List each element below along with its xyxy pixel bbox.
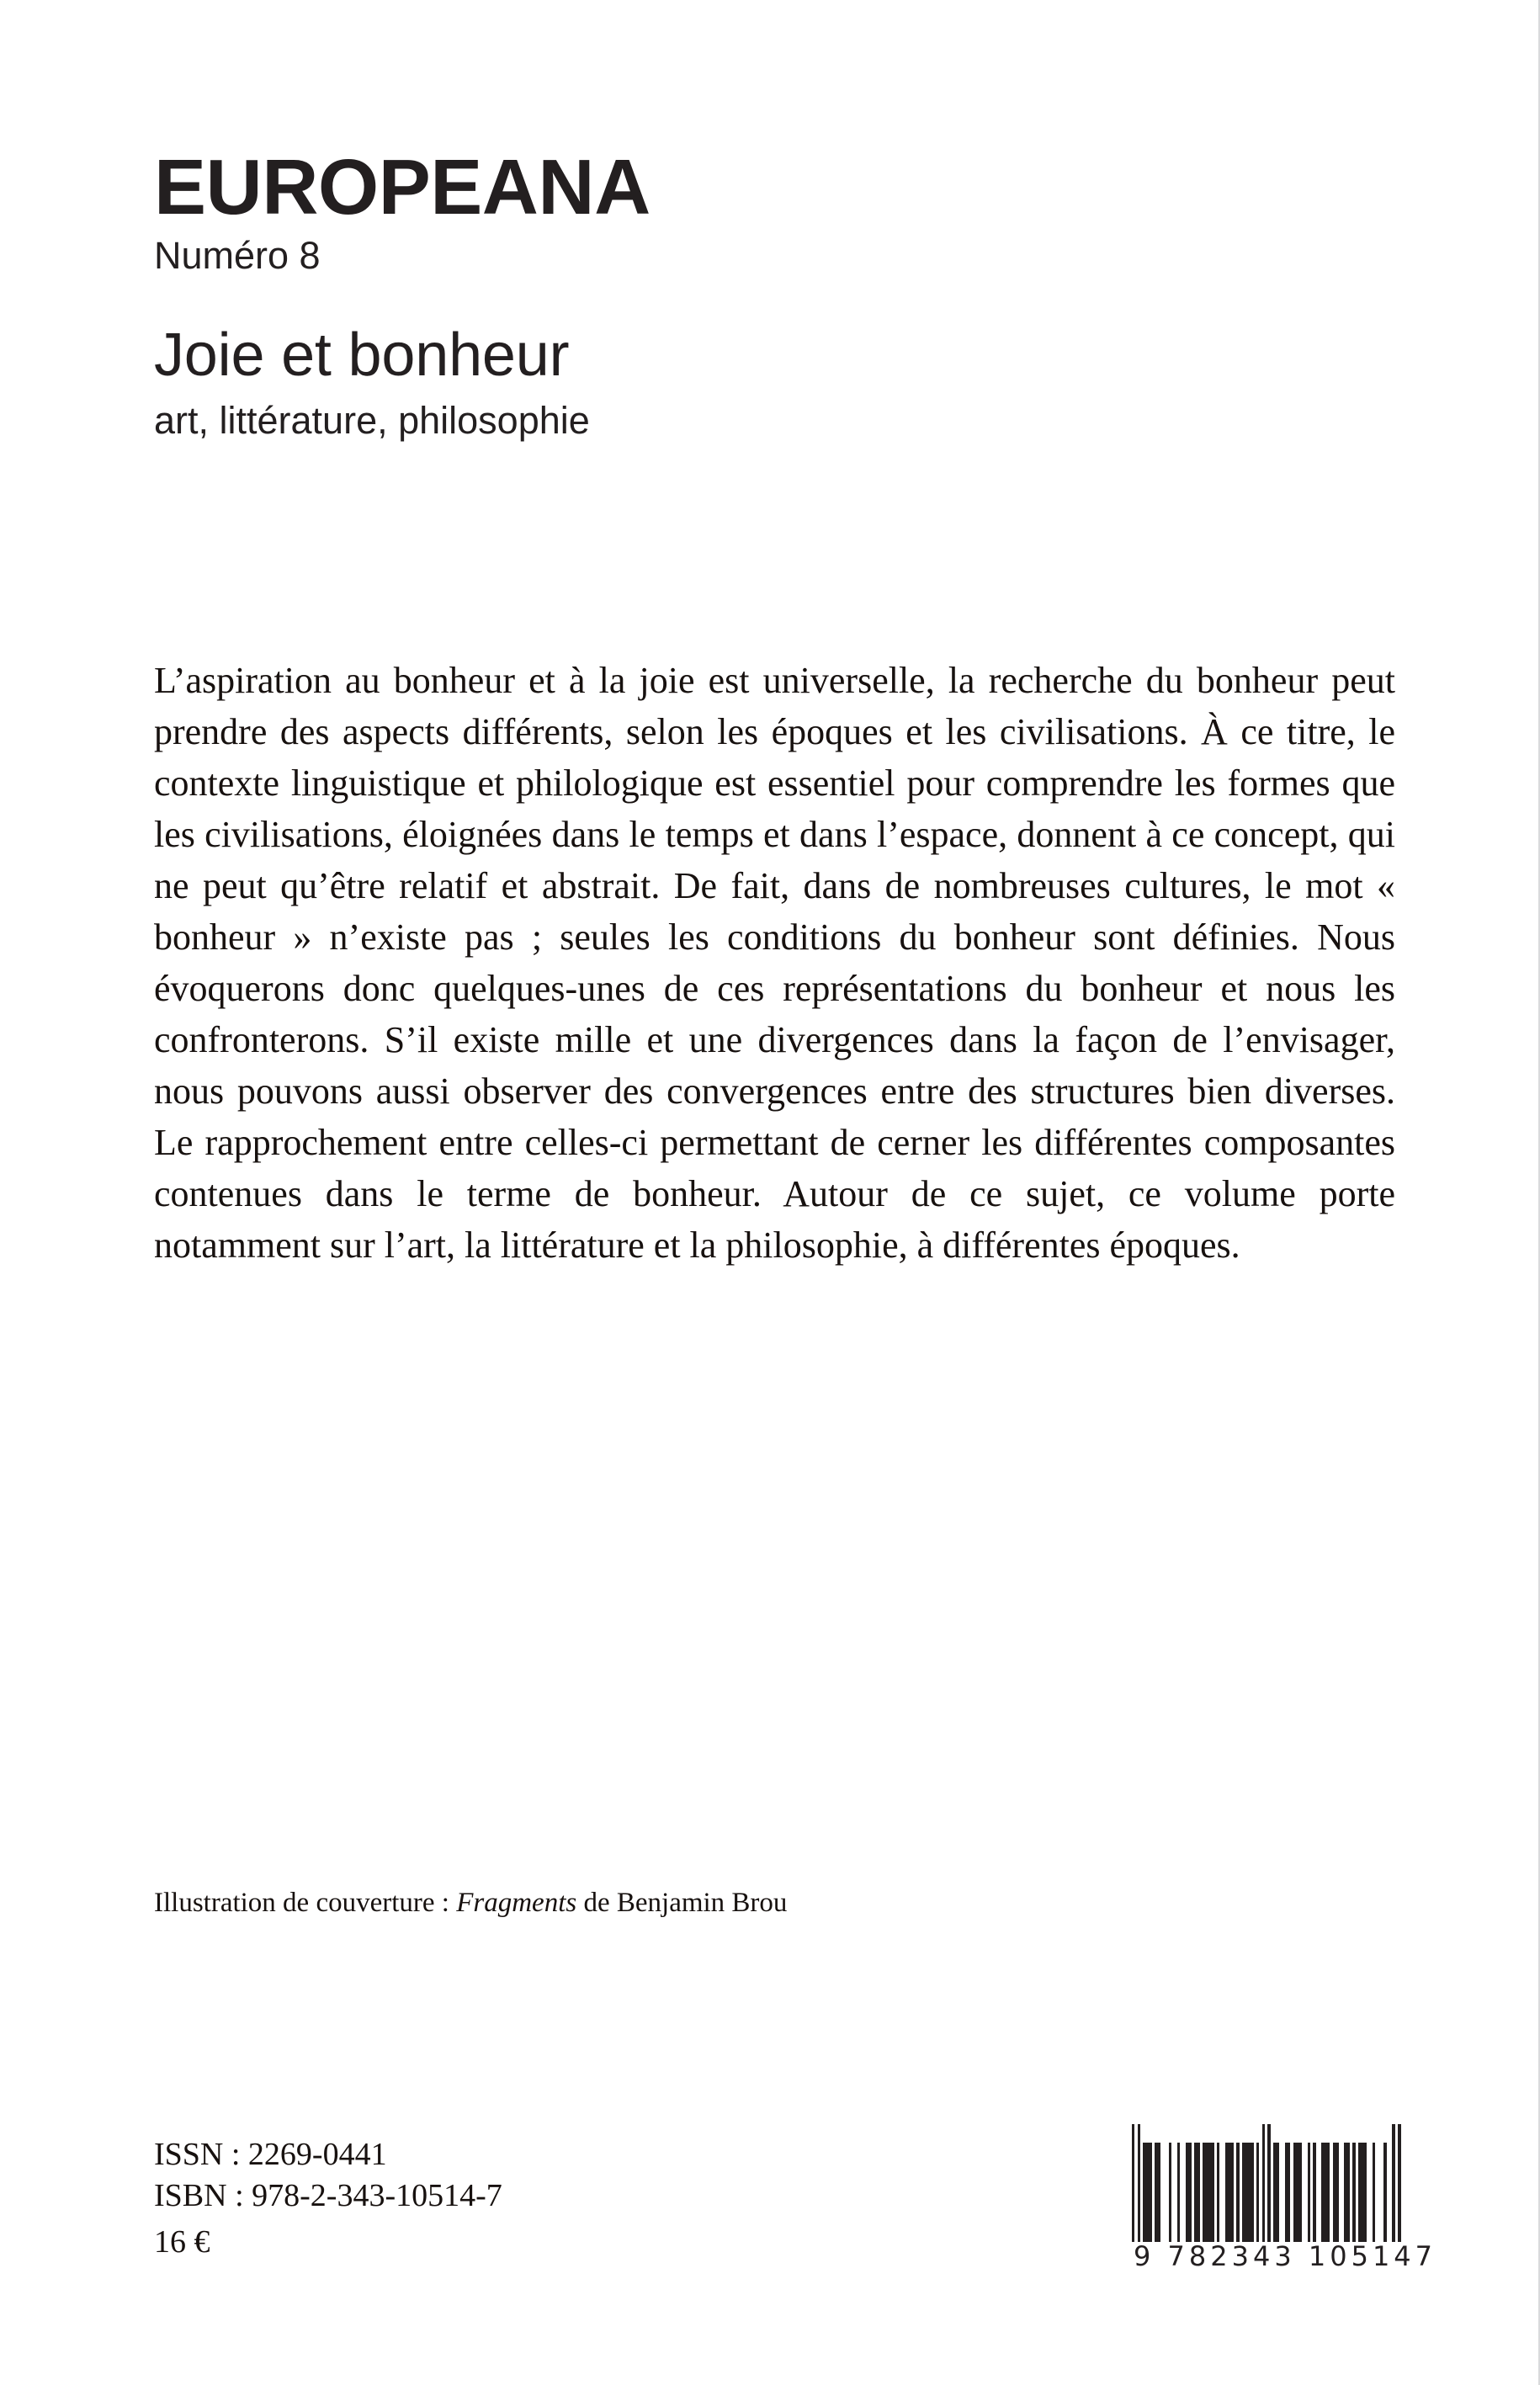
barcode-bar — [1160, 2143, 1169, 2242]
barcode-bar — [1273, 2143, 1279, 2242]
blurb-text: L’aspiration au bonheur et à la joie est universelle, la recherche du bonheur peut prendre des aspects différents, selon les époques et les civilisations. À ce titre, le contexte linguistique et philologique est essentiel pour comprendre les formes que les civilisations, éloignées dans le temps et dans l’espace, donnent à ce concept, qui ne peut qu’être relatif et abstrait. De fait, dans de nombreuses cultures, le mot « bonheur » n’existe pas ; seules les conditions du bonheur sont définies. Nous évoquerons donc quelques-unes de ces représentations du bonheur et nous les confronterons. S’il existe mille et une divergences dans la façon de l’envisager, nous pouvons aussi observer des convergences entre des structures bien diverses. Le rapprochement entre celles-ci permettant de cerner les différentes composantes contenues dans le terme de bonheur. Autour de ce sujet, ce volume porte notamment sur l’art, la littérature et la philosophie, à différentes époques. — [154, 660, 1395, 1266]
barcode-bar — [1225, 2143, 1234, 2242]
volume-subtitle: art, littérature, philosophie — [154, 398, 590, 442]
barcode-bar — [1302, 2143, 1308, 2242]
barcode-bar — [1155, 2143, 1160, 2242]
barcode-bar — [1387, 2143, 1393, 2242]
barcode-bar — [1321, 2143, 1330, 2242]
cover-credit-suffix: de Benjamin Brou — [576, 1888, 788, 1918]
barcode-bar — [1219, 2143, 1225, 2242]
volume-title: Joie et bonheur — [154, 321, 570, 390]
barcode-bar — [1180, 2143, 1186, 2242]
barcode-digits: 9 782343 105147 — [1134, 2240, 1437, 2272]
barcode-bar — [1375, 2143, 1383, 2242]
barcode-bar — [1358, 2143, 1367, 2242]
cover-credit — [154, 1885, 1164, 1920]
cover-credit-prefix: Illustration de couverture : — [154, 1888, 457, 1918]
barcode-bar — [1203, 2143, 1213, 2242]
issue-number: Numéro 8 — [154, 234, 321, 277]
cover-credit-work-title: Fragments — [456, 1888, 577, 1918]
barcode-bar — [1186, 2143, 1192, 2242]
barcode-bar — [1279, 2143, 1285, 2242]
barcode-bar — [1171, 2143, 1177, 2242]
isbn-line: ISBN : 978-2-343-10514-7 — [154, 2178, 502, 2213]
masthead — [154, 143, 1399, 443]
barcode-bar — [1339, 2143, 1345, 2242]
barcode — [1132, 2124, 1437, 2272]
series-title: EUROPEANA — [154, 143, 651, 231]
barcode-bar — [1143, 2143, 1151, 2242]
barcode-bars — [1132, 2124, 1401, 2242]
price-line: 16 € — [154, 2224, 210, 2260]
barcode-bar — [1344, 2143, 1350, 2242]
barcode-bar — [1285, 2143, 1291, 2242]
barcode-bar — [1333, 2143, 1339, 2242]
barcode-bar — [1367, 2143, 1373, 2242]
barcode-bar — [1194, 2143, 1200, 2242]
barcode-bar — [1293, 2143, 1302, 2242]
issn-line: ISSN : 2269-0441 — [154, 2137, 387, 2172]
barcode-bar — [1398, 2124, 1400, 2242]
barcode-bar — [1242, 2143, 1253, 2242]
colophon — [154, 2134, 502, 2263]
barcode-bar — [1316, 2143, 1322, 2242]
